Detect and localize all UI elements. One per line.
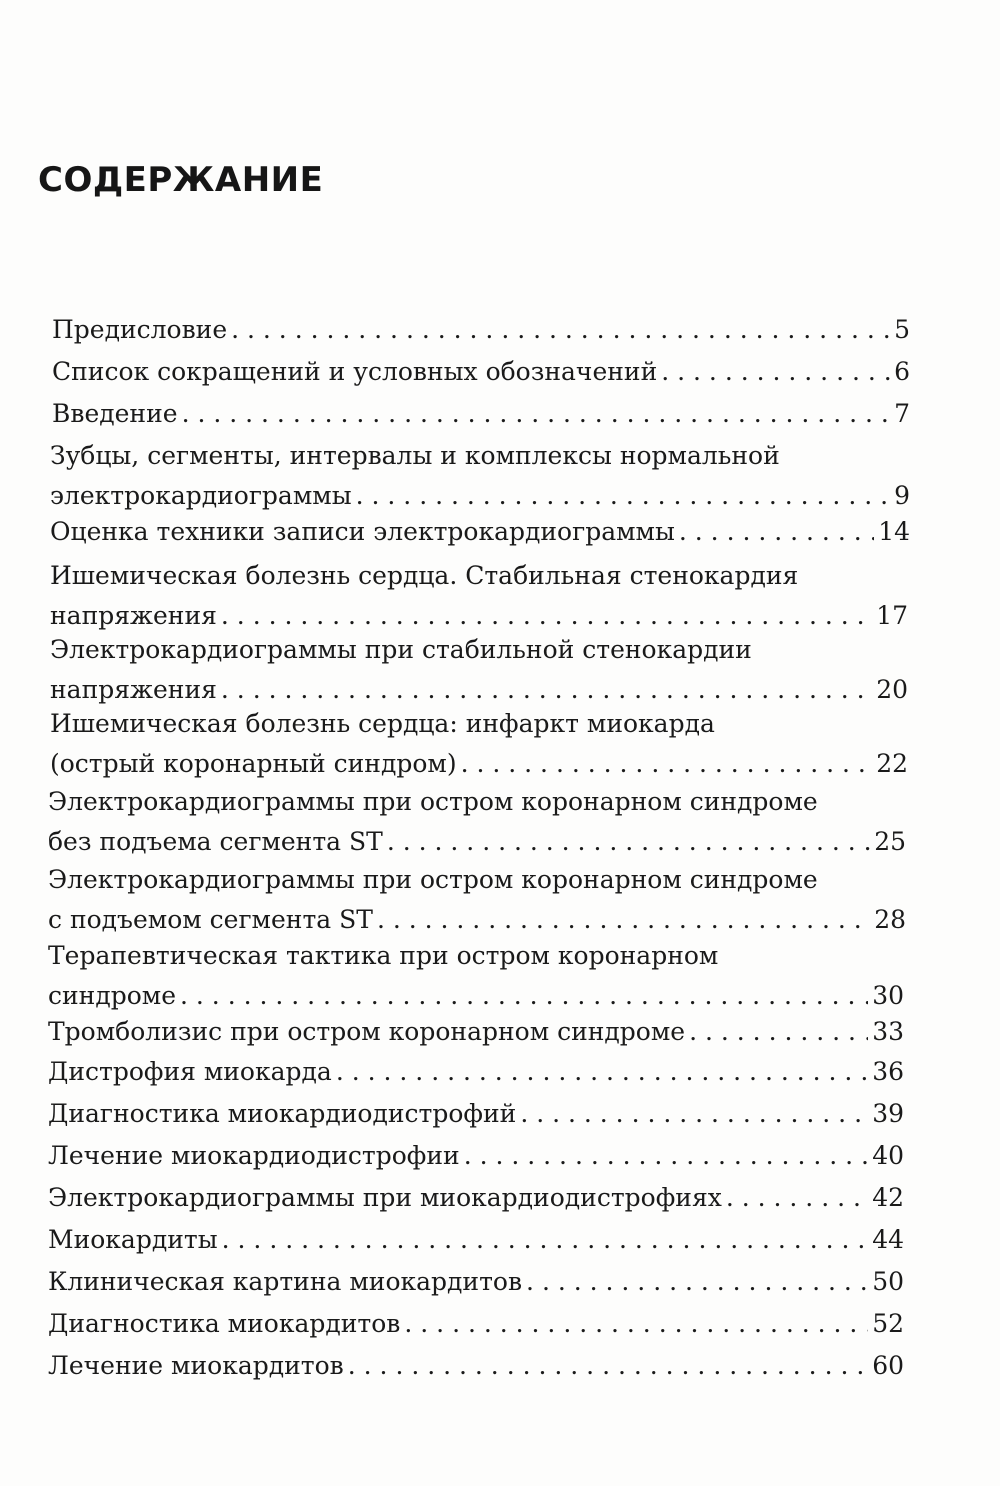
- dot-leader: [356, 476, 890, 516]
- toc-entry-title: Клиническая картина миокардитов: [48, 1267, 523, 1296]
- toc-entry-title-line: Терапевтическая тактика при остром коронарном: [48, 941, 719, 970]
- toc-page-number: 20: [876, 675, 908, 704]
- toc-entry-title: электрокардиограммы: [50, 481, 352, 510]
- toc-entry-title: напряжения: [50, 601, 217, 630]
- toc-entry-title: Диагностика миокардиодистрофий: [48, 1099, 517, 1128]
- toc-page-number: 5: [894, 315, 910, 344]
- toc-entry[interactable]: [48, 1346, 904, 1386]
- toc-entry[interactable]: [48, 1178, 904, 1218]
- dot-leader: [377, 900, 870, 940]
- toc-entry[interactable]: [50, 630, 908, 710]
- toc-page-number: 17: [876, 601, 908, 630]
- toc-entry-title: Оценка техники записи электрокардиограммы: [50, 517, 675, 546]
- toc-entry[interactable]: [50, 704, 908, 784]
- toc-entry[interactable]: [48, 1220, 904, 1260]
- dot-leader: [726, 1178, 868, 1218]
- toc-entry[interactable]: [48, 1052, 904, 1092]
- toc-entry[interactable]: [48, 1136, 904, 1176]
- dot-leader: [526, 1262, 868, 1302]
- dot-leader: [387, 822, 870, 862]
- toc-page-number: 36: [872, 1057, 904, 1086]
- toc-entry-title: без подъема сегмента ST: [48, 827, 383, 856]
- toc-entry[interactable]: [52, 310, 910, 350]
- toc-entry[interactable]: [52, 394, 910, 434]
- toc-page-number: 9: [894, 481, 910, 510]
- toc-entry-title: Миокардиты: [48, 1225, 218, 1254]
- toc-entry[interactable]: [48, 860, 906, 940]
- toc-entry[interactable]: [50, 436, 910, 516]
- toc-entry-title: Введение: [52, 399, 178, 428]
- dot-leader: [336, 1052, 868, 1092]
- toc-entry-title-line: Ишемическая болезнь сердца: инфаркт миокарда: [50, 709, 715, 738]
- toc-page-number: 22: [876, 749, 908, 778]
- toc-entry-title: синдроме: [48, 981, 177, 1010]
- toc-page-number: 33: [872, 1017, 904, 1046]
- toc-page-number: 42: [872, 1183, 904, 1212]
- toc-entry-title: Электрокардиограммы при миокардиодистрофиях: [48, 1183, 722, 1212]
- dot-leader: [404, 1304, 868, 1344]
- toc-page-number: 60: [872, 1351, 904, 1380]
- toc-entry[interactable]: [50, 556, 908, 636]
- toc-page-number: 44: [872, 1225, 904, 1254]
- page-title: СОДЕРЖАНИЕ: [38, 160, 324, 200]
- toc-entry-title: Тромболизис при остром коронарном синдроме: [48, 1017, 686, 1046]
- toc-page-number: 40: [872, 1141, 904, 1170]
- toc-entry-title: напряжения: [50, 675, 217, 704]
- dot-leader: [461, 744, 873, 784]
- dot-leader: [222, 1220, 869, 1260]
- dot-leader: [679, 512, 874, 552]
- dot-leader: [348, 1346, 868, 1386]
- toc-entry-title: Список сокращений и условных обозначений: [52, 357, 658, 386]
- toc-entry-title: (острый коронарный синдром): [50, 749, 457, 778]
- toc-entry-title-line: Электрокардиограммы при стабильной стенокардии: [50, 635, 752, 664]
- toc-page-number: 28: [874, 905, 906, 934]
- toc-page-number: 25: [874, 827, 906, 856]
- dot-leader: [231, 310, 890, 350]
- dot-leader: [520, 1094, 868, 1134]
- toc-entry-title-line: Электрокардиограммы при остром коронарном синдроме: [48, 787, 818, 816]
- toc-entry-title-line: Ишемическая болезнь сердца. Стабильная стенокардия: [50, 561, 799, 590]
- toc-entry-title: с подъемом сегмента ST: [48, 905, 373, 934]
- toc-entry-title-line: Электрокардиограммы при остром коронарном синдроме: [48, 865, 818, 894]
- toc-entry[interactable]: [52, 352, 910, 392]
- dot-leader: [464, 1136, 869, 1176]
- toc-entry[interactable]: [48, 1262, 904, 1302]
- toc-entry-title: Лечение миокардитов: [48, 1351, 344, 1380]
- toc-entry[interactable]: [50, 512, 910, 552]
- toc-page-number: 39: [872, 1099, 904, 1128]
- dot-leader: [689, 1012, 868, 1052]
- toc-page-number: 52: [872, 1309, 904, 1338]
- toc-page-number: 14: [878, 517, 910, 546]
- toc-entry-title: Предисловие: [52, 315, 228, 344]
- dot-leader: [661, 352, 890, 392]
- toc-entry[interactable]: [48, 782, 906, 862]
- toc-entry-title: Лечение миокардиодистрофии: [48, 1141, 460, 1170]
- toc-entry-title: Диагностика миокардитов: [48, 1309, 401, 1338]
- dot-leader: [182, 394, 891, 434]
- toc-entry-title: Дистрофия миокарда: [48, 1057, 332, 1086]
- dot-leader: [180, 976, 868, 1016]
- toc-page-number: 50: [872, 1267, 904, 1296]
- toc-page-number: 7: [894, 399, 910, 428]
- toc-entry[interactable]: [48, 1304, 904, 1344]
- toc-page-number: 6: [894, 357, 910, 386]
- toc-entry[interactable]: [48, 1012, 904, 1052]
- toc-entry[interactable]: [48, 1094, 904, 1134]
- toc-page-number: 30: [872, 981, 904, 1010]
- toc-entry-title-line: Зубцы, сегменты, интервалы и комплексы нормальной: [50, 441, 780, 470]
- toc-entry[interactable]: [48, 936, 904, 1016]
